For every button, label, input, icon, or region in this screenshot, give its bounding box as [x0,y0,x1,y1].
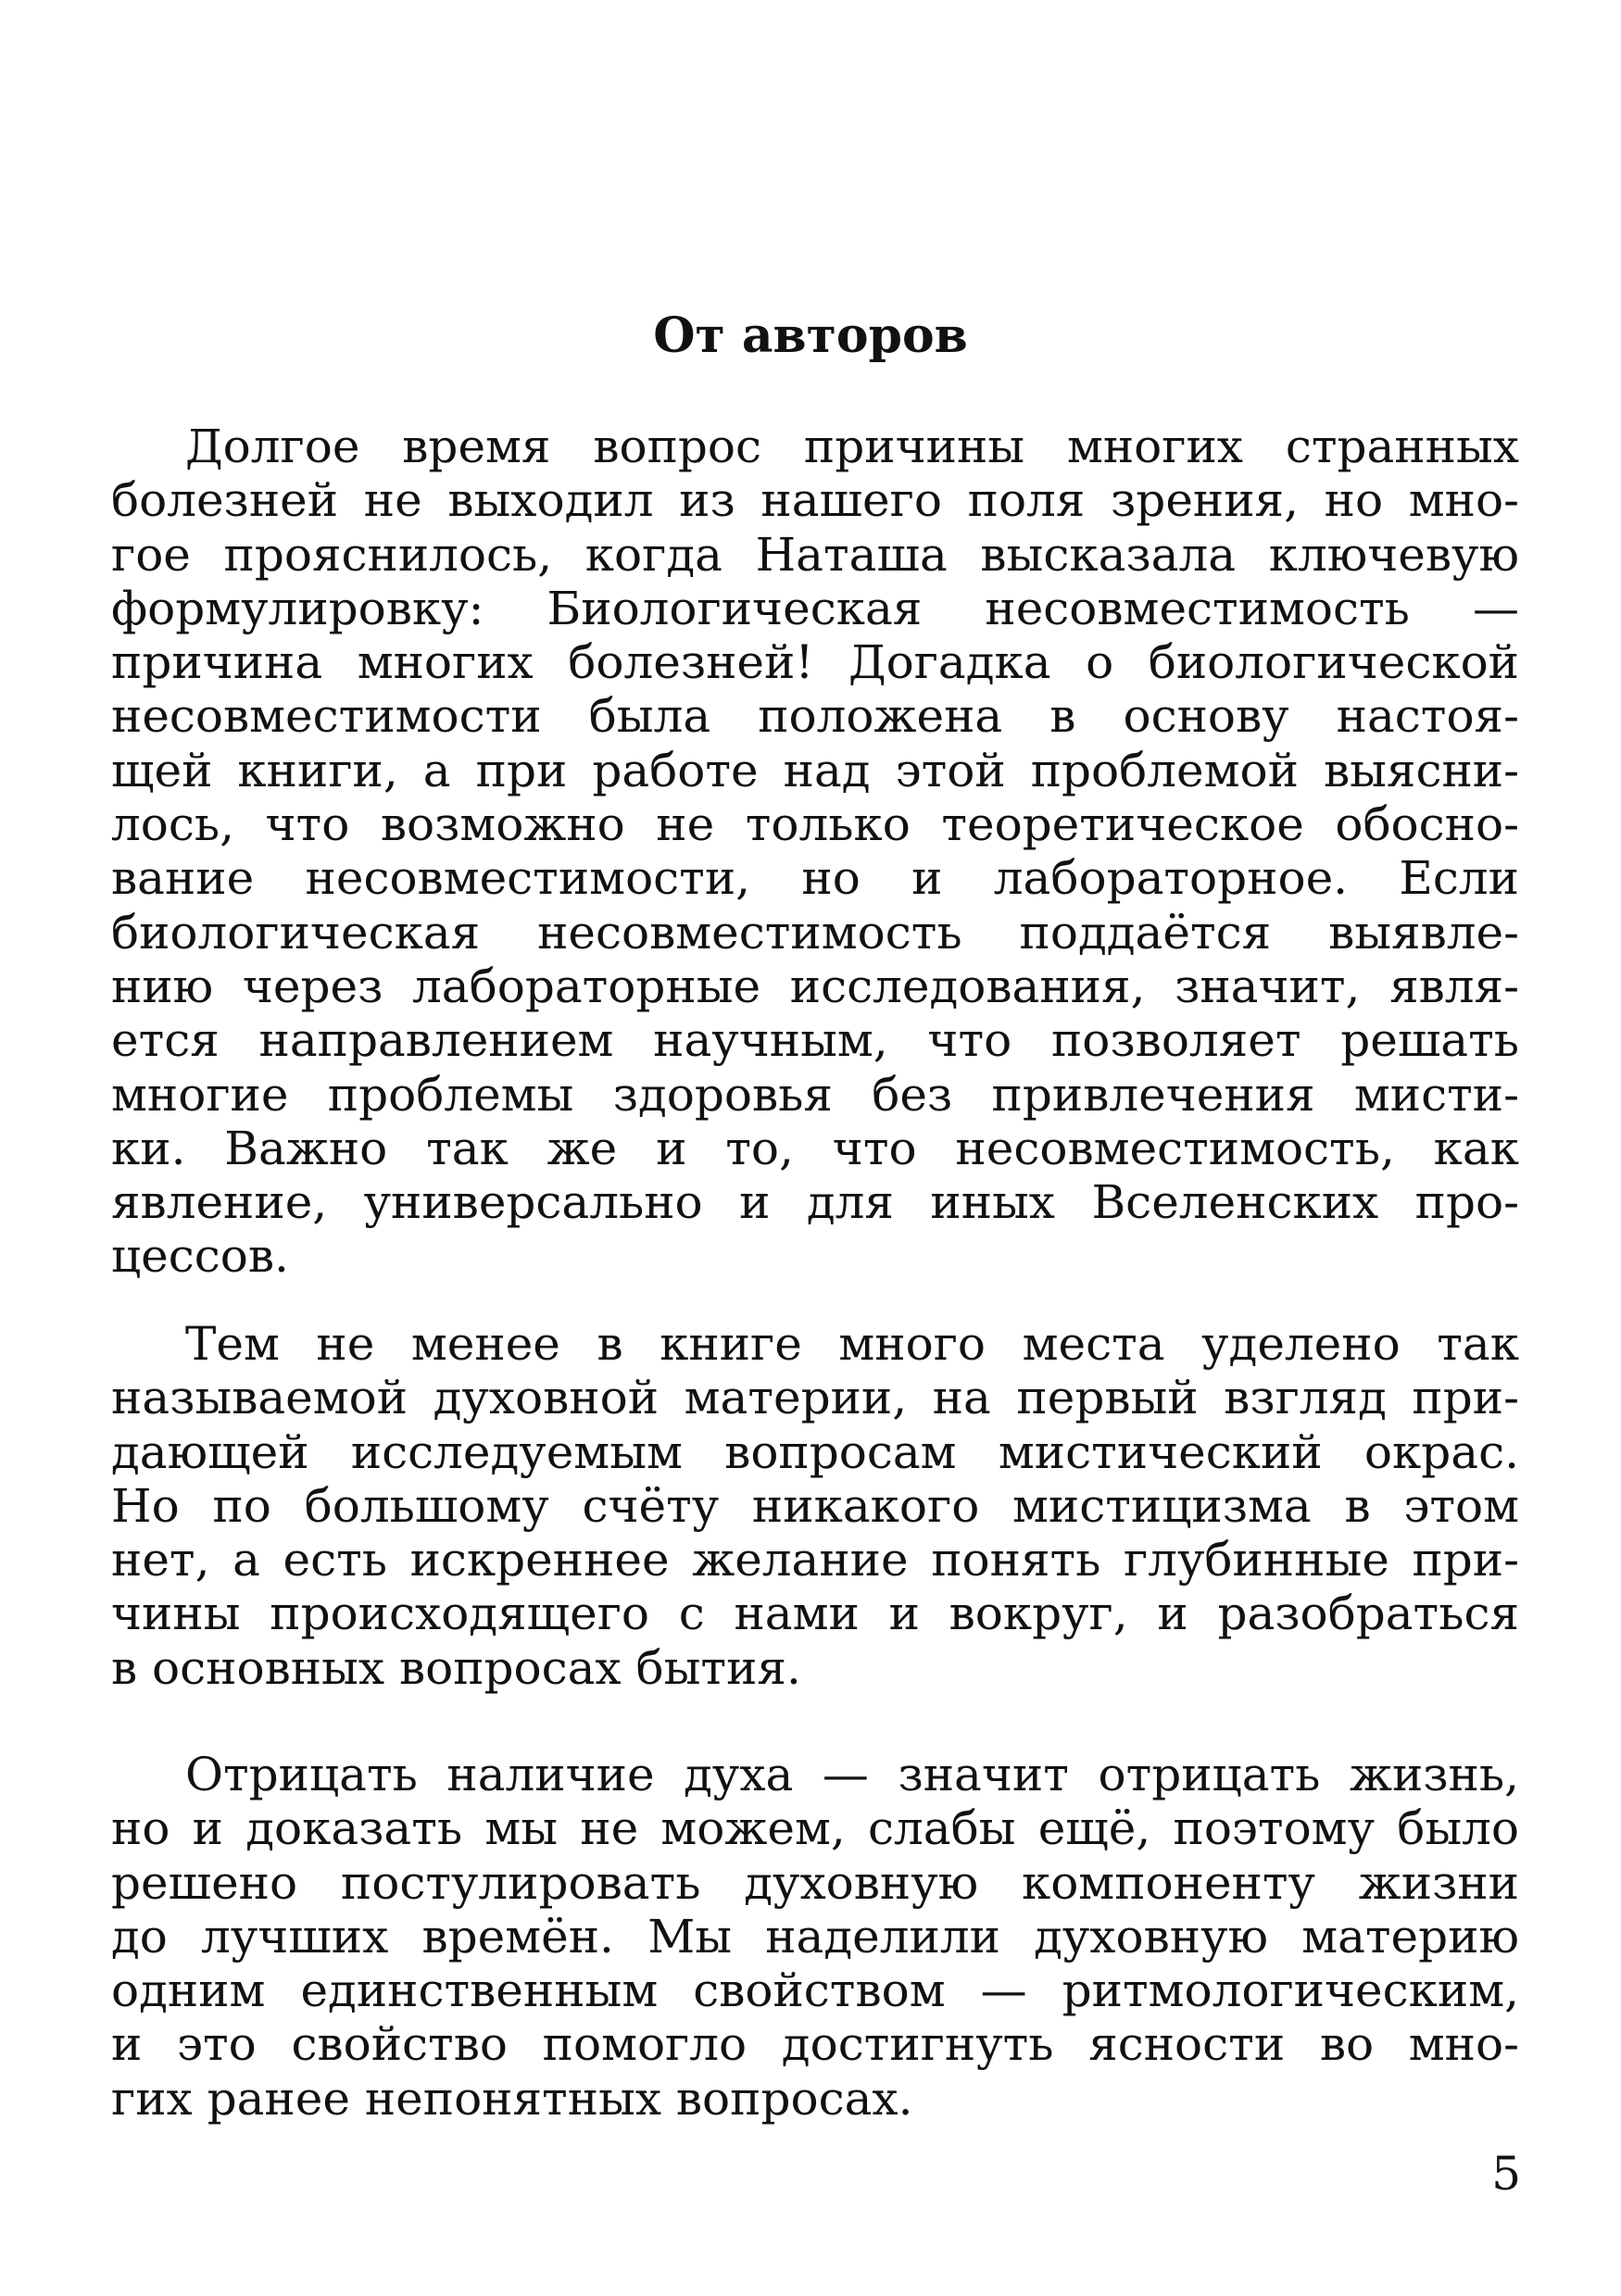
paragraph-2 [111,1317,1519,1695]
text-line [111,1587,1519,1640]
text-line [111,1371,1519,1424]
text-run: болезней не выходил из нашего поля зрения, но мно- [111,473,1519,528]
italic-term: несовместимости [111,689,542,744]
text-line [111,1533,1519,1587]
text-line [111,1479,1519,1533]
text-run: лось, что возможно не только теоретическое обосно- [111,797,1519,852]
text-run: в основных вопросах бытия. [111,1640,801,1695]
paragraph-3 [111,1748,1519,2126]
text-run: — [1409,581,1519,635]
text-line [111,851,1519,905]
text-line [111,906,1519,960]
text-line [111,1317,1519,1371]
text-line [111,1856,1519,1910]
text-line [111,1068,1519,1122]
text-run: ки. Важно так же и то, что [111,1121,956,1175]
text-line [111,689,1519,743]
text-line [111,420,1519,473]
text-run: многие проблемы здоровья без привлечения мисти- [111,1067,1519,1122]
text-run: чины происходящего с нами и вокруг, и разобраться [111,1587,1519,1641]
text-run: нию через лабораторные исследования, значит, явля- [111,959,1519,1013]
italic-term: причина многих болезней! [111,635,814,690]
text-line [111,1122,1519,1175]
text-run: гое прояснилось, когда Наташа высказала ключевую [111,527,1519,582]
text-line [111,2072,1519,2126]
italic-term: несовместимости [305,851,736,906]
text-line [111,2017,1519,2071]
text-run: нет, а есть искреннее желание понять глубинные при- [111,1533,1519,1587]
text-run: одним единственным свойством — ритмологическим, [111,1964,1519,2018]
text-run: гих ранее непонятных вопросах. [111,2071,913,2126]
italic-term: Биологическая несовместимость [547,581,1410,635]
text-run: формулировку: [111,581,547,635]
text-line [111,528,1519,582]
text-line [111,1801,1519,1855]
text-run: но и доказать мы не можем, слабы ещё, поэтому было [111,1801,1519,1856]
text-line [111,1641,1519,1695]
italic-term: духовной материи [433,1371,893,1425]
text-line [111,635,1519,689]
italic-term: биологическая несовместимость [111,905,962,960]
text-line [111,1425,1519,1479]
text-run: называемой [111,1371,434,1425]
text-run: Отрицать наличие духа — значит отрицать жизнь, [185,1748,1519,1801]
italic-term: несовместимость [955,1121,1380,1175]
text-line [111,582,1519,635]
text-line [111,1964,1519,2017]
text-line [111,797,1519,851]
text-run: явление, универсально и для иных Вселенских про- [111,1175,1519,1230]
text-line [111,1748,1519,1801]
italic-term: духовную компоненту [744,1855,1315,1910]
text-run: вание [111,851,306,906]
text-run: , но и лабораторное. Если [735,851,1519,906]
text-run: дающей исследуемым вопросам мистический окрас. [111,1424,1519,1479]
text-line [111,473,1519,527]
text-line [111,1013,1519,1067]
text-run: Но по большому счёту никакого мистицизма в этом [111,1478,1519,1533]
text-line [111,1910,1519,1964]
text-run: цессов. [111,1229,289,1284]
text-run: решено постулировать [111,1855,745,1910]
text-run: жизни [1314,1855,1519,1910]
text-line [111,744,1519,797]
text-run: и это свойство помогло достигнуть ясности во мно- [111,2017,1519,2072]
text-run: была положена в основу настоя- [541,689,1519,744]
italic-term: духовную материю [1034,1909,1520,1964]
text-run: до лучших времён. Мы наделили [111,1909,1035,1964]
text-run: ется направлением научным, что позволяет решать [111,1013,1519,1068]
italic-term: биологической [1148,635,1519,690]
text-run: щей книги, а при работе над этой проблемой выясни- [111,743,1519,797]
text-run: , как [1379,1121,1519,1175]
page-number: 5 [1491,2147,1521,2201]
text-run: Долгое время вопрос причины многих странных [185,420,1519,473]
text-line [111,960,1519,1013]
text-run: Тем не менее в книге много места уделено так [185,1317,1519,1371]
text-run: , на первый взгляд при- [892,1371,1519,1425]
text-run: поддаётся выявле- [961,905,1519,960]
text-run: Догадка о [813,635,1149,690]
text-line [111,1175,1519,1229]
paragraph-1 [111,420,1519,1284]
page-heading: От авторов [653,307,968,364]
text-line [111,1229,1519,1283]
